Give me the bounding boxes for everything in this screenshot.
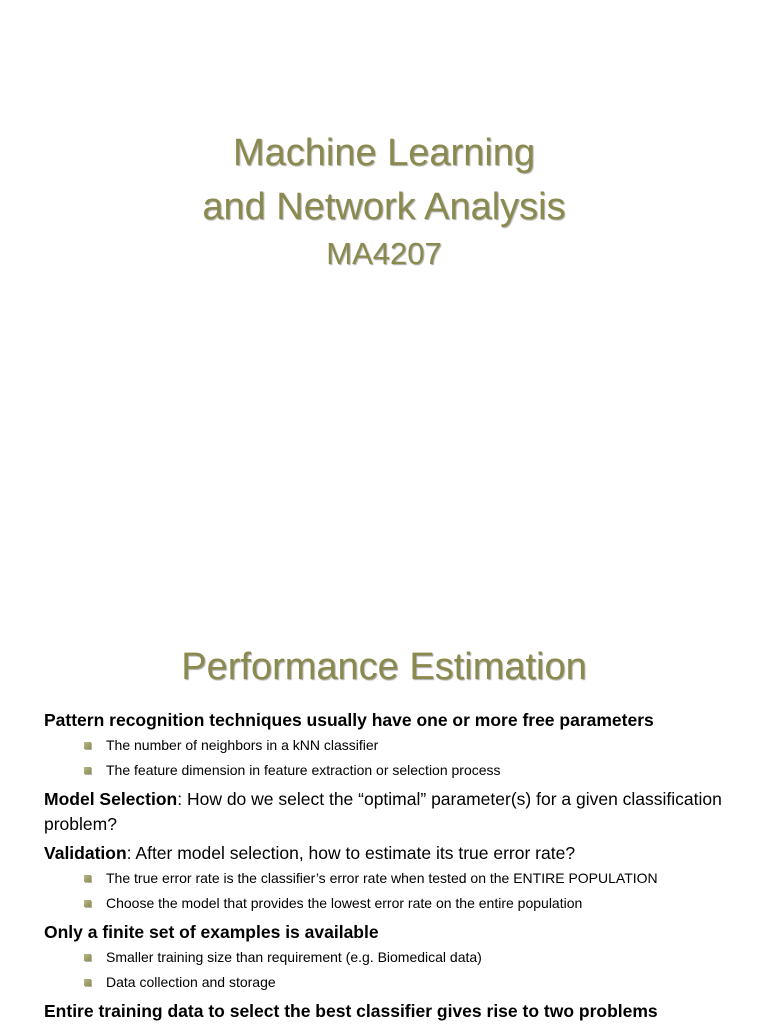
sub-item bbox=[82, 866, 744, 891]
slide-content bbox=[44, 708, 744, 1024]
main-point bbox=[44, 708, 744, 733]
slide-title: Performance Estimation bbox=[181, 646, 587, 688]
main-point-bold: Validation bbox=[44, 843, 127, 863]
main-point-bold: Entire training data to select the best classifier gives rise to two problems bbox=[44, 1001, 658, 1021]
course-title-line-1: Machine Learning bbox=[232, 132, 536, 174]
main-point bbox=[44, 999, 744, 1024]
sub-item-text: Smaller training size than requirement (e.g. Biomedical data) bbox=[106, 949, 482, 965]
sub-list bbox=[44, 733, 744, 783]
main-point-text: : How do we select the “optimal” parameter(s) for a given classification problem? bbox=[44, 789, 722, 834]
square-bullet-icon bbox=[84, 979, 91, 986]
main-point-bold: Model Selection bbox=[44, 789, 178, 809]
sub-item-text: Data collection and storage bbox=[106, 974, 276, 990]
sub-item bbox=[82, 945, 744, 970]
course-code: MA4207 bbox=[326, 236, 442, 271]
sub-item-text: Choose the model that provides the lowest error rate on the entire population bbox=[106, 895, 583, 911]
course-title bbox=[0, 126, 768, 234]
square-bullet-icon bbox=[84, 954, 91, 961]
square-bullet-icon bbox=[84, 742, 91, 749]
square-bullet-icon bbox=[84, 767, 91, 774]
square-bullet-icon bbox=[84, 875, 91, 882]
sub-item-text: The true error rate is the classifier’s error rate when tested on the ENTIRE POPULATION bbox=[106, 870, 658, 886]
sub-item bbox=[82, 758, 744, 783]
sub-item bbox=[82, 970, 744, 995]
sub-item bbox=[82, 891, 744, 916]
main-point-bold: Pattern recognition techniques usually have one or more free parameters bbox=[44, 710, 654, 730]
main-point-text: : After model selection, how to estimate its true error rate? bbox=[126, 843, 576, 863]
course-title-line-2: and Network Analysis bbox=[202, 186, 566, 228]
sub-item-text: The number of neighbors in a kNN classifier bbox=[106, 737, 379, 753]
sub-item bbox=[82, 733, 744, 758]
main-point-bold: Only a finite set of examples is available bbox=[44, 922, 379, 942]
main-point bbox=[44, 920, 744, 945]
sub-list bbox=[44, 945, 744, 995]
square-bullet-icon bbox=[84, 900, 91, 907]
main-point bbox=[44, 841, 744, 866]
sub-item-text: The feature dimension in feature extraction or selection process bbox=[106, 762, 501, 778]
sub-list bbox=[44, 866, 744, 916]
performance-estimation-slide bbox=[0, 560, 768, 1024]
main-point bbox=[44, 787, 744, 837]
